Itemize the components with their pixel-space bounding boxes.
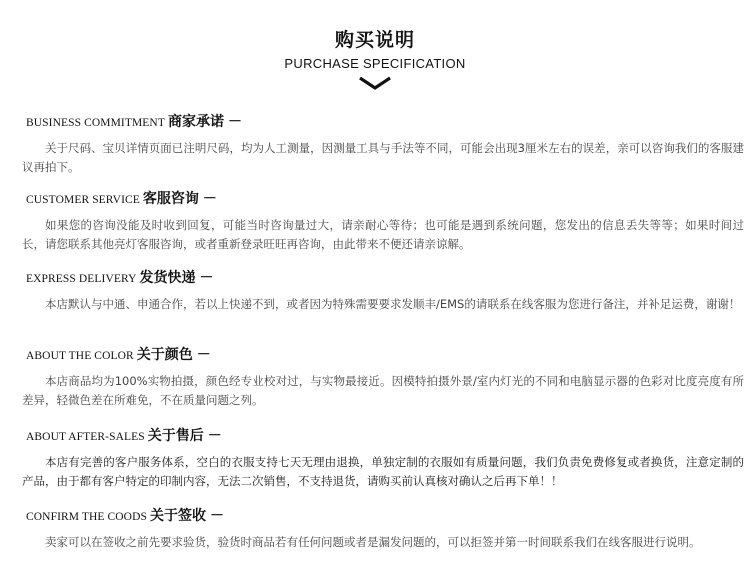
section-heading [26, 426, 744, 446]
section-about-color [22, 345, 744, 410]
page-header [0, 28, 750, 90]
section-heading [26, 506, 744, 526]
section-title-en: ABOUT THE COLOR [26, 350, 134, 362]
section-title-cn: 商家承诺 [167, 114, 224, 130]
section-customer-service [22, 189, 744, 254]
section-dash: － [227, 114, 242, 130]
section-business-commitment [22, 112, 744, 177]
section-body: 本店商品均为100%实物拍摄，颜色经专业校对过，与实物最接近。因模特拍摄外景/室内灯光的不同和电脑显示器的色彩对比度亮度有所差异，轻微色差在所难免，不在质量问题之列。 [22, 374, 744, 407]
page-title: 购买说明 [334, 29, 415, 51]
section-title-en: CUSTOMER SERVICE [26, 194, 140, 206]
section-body: 本店默认与中通、申通合作，若以上快递不到，或者因为特殊需要要求发顺丰/EMS的请联系在线客服为您进行备注，并补足运费，谢谢！ [45, 297, 741, 311]
section-dash: － [207, 428, 222, 444]
section-title-en: CONFIRM THE COODS [26, 511, 147, 523]
section-title-cn: 关于售后 [147, 428, 204, 444]
section-title-cn: 客服咨询 [142, 191, 199, 207]
section-dash: － [202, 191, 217, 207]
page-subtitle: PURCHASE SPECIFICATION [284, 56, 466, 71]
section-title-en: EXPRESS DELIVERY [26, 273, 137, 285]
section-title-cn: 发货快递 [139, 270, 196, 286]
section-title-en: BUSINESS COMMITMENT [26, 117, 165, 129]
section-heading [26, 189, 744, 209]
section-after-sales [22, 426, 744, 491]
section-body: 本店有完善的客户服务体系，空白的衣服支持七天无理由退换，单独定制的衣服如有质量问题，我们负责免费修复或者换货，注意定制的产品，由于都有客户特定的印制内容，无法二次销售，不支持退货，请购买前认真核对确认之后再下单！！ [22, 455, 744, 488]
section-confirm-goods [26, 506, 744, 552]
chevron-down-icon [358, 76, 392, 90]
section-heading [26, 268, 744, 288]
section-title-cn: 关于签收 [149, 508, 206, 524]
section-heading [26, 345, 744, 365]
section-title-en: ABOUT AFTER-SALES [26, 431, 145, 443]
section-dash: － [209, 508, 224, 524]
section-dash: － [196, 347, 211, 363]
section-express-delivery [26, 268, 744, 314]
section-body: 关于尺码、宝贝详情页面已注明尺码，均为人工测量，因测量工具与手法等不同，可能会出现3厘米左右的误差，亲可以咨询我们的客服建议再拍下。 [22, 141, 744, 174]
section-body: 卖家可以在签收之前先要求验货，验货时商品若有任何问题或者是漏发问题的，可以拒签并第一时间联系我们在线客服进行说明。 [45, 535, 701, 549]
section-body: 如果您的咨询没能及时收到回复，可能当时咨询量过大，请亲耐心等待；也可能是遇到系统问题，您发出的信息丢失等等；如果时间过长，请您联系其他亮灯客服咨询，或者重新登录旺旺再咨询，由此带来不便还请亲谅解。 [22, 218, 744, 251]
section-title-cn: 关于颜色 [136, 347, 193, 363]
section-dash: － [199, 270, 214, 286]
section-heading [26, 112, 744, 132]
